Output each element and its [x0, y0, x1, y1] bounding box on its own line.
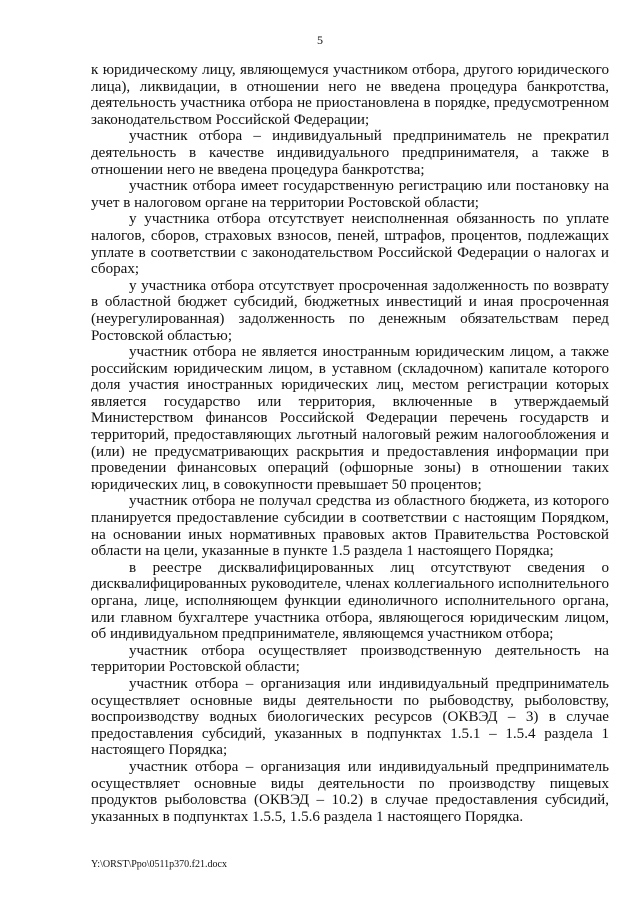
paragraph-3: участник отбора имеет государственную регистрацию или постановку на учет в налоговом органе на территории Ростовской области;	[91, 178, 609, 211]
paragraph-4: у участника отбора отсутствует неисполненная обязанность по уплате налогов, сборов, страховых взносов, пеней, штрафов, процентов, подлежащих уплате в соответствии с законодательством Российской Федерации о налогах и сборах;	[91, 211, 609, 278]
document-body	[91, 62, 609, 825]
paragraph-2: участник отбора – индивидуальный предприниматель не прекратил деятельность в качестве индивидуального предпринимателя, а также в отношении него не введена процедура банкротства;	[91, 128, 609, 178]
paragraph-1: к юридическому лицу, являющемуся участником отбора, другого юридического лица), ликвидации, в отношении него не введена процедура банкротства, деятельность участника отбора не приостановлена в порядке, предусмотренном законодательством Российской Федерации;	[91, 62, 609, 128]
footer-file-path: Y:\ORST\Ppo\0511p370.f21.docx	[91, 859, 227, 870]
paragraph-9: участник отбора осуществляет производственную деятельность на территории Ростовской области;	[91, 642, 609, 676]
paragraph-10: участник отбора – организация или индивидуальный предприниматель осуществляет основные виды деятельности по рыбоводству, рыболовству, воспроизводству водных биологических ресурсов (ОКВЭД – 3) в случае предоставления субсидий, указанных в подпунктах 1.5.1 – 1.5.4 раздела 1 настоящего Порядка;	[91, 675, 609, 759]
paragraph-5: у участника отбора отсутствует просроченная задолженность по возврату в областной бюджет субсидий, бюджетных инвестиций и иная просроченная (неурегулированная) задолженность по денежным обязательствам перед Ростовской областью;	[91, 277, 609, 344]
paragraph-6: участник отбора не является иностранным юридическим лицом, а также российским юридическим лицом, в уставном (складочном) капитале которого доля участия иностранных юридических лиц, местом регистрации которых является государство или территория, включенные в утверждаемый Министерством финансов Российской Федерации перечень государств и территорий, предоставляющих льготный налоговый режим налогообложения и (или) не предусматривающих раскрытия и предоставления информации при проведении финансовых операций (офшорные зоны) в отношении таких юридических лиц, в совокупности превышает 50 процентов;	[91, 344, 609, 493]
paragraph-11: участник отбора – организация или индивидуальный предприниматель осуществляет основные виды деятельности по производству пищевых продуктов рыболовства (ОКВЭД – 10.2) в случае предоставления субсидий, указанных в подпунктах 1.5.5, 1.5.6 раздела 1 настоящего Порядка.	[91, 758, 609, 825]
paragraph-7: участник отбора не получал средства из областного бюджета, из которого планируется предоставление субсидии в соответствии с настоящим Порядком, на основании иных нормативных правовых актов Правительства Ростовской области на цели, указанные в пункте 1.5 раздела 1 настоящего Порядка;	[91, 493, 609, 560]
paragraph-8: в реестре дисквалифицированных лиц отсутствуют сведения о дисквалифицированных руководителе, членах коллегиального исполнительного органа, лице, исполняющем функции единоличного исполнительного органа, или главном бухгалтере участника отбора, являющегося юридическим лицом, об индивидуальном предпринимателе, являющемся участником отбора;	[91, 559, 609, 643]
page-number: 5	[317, 33, 323, 47]
